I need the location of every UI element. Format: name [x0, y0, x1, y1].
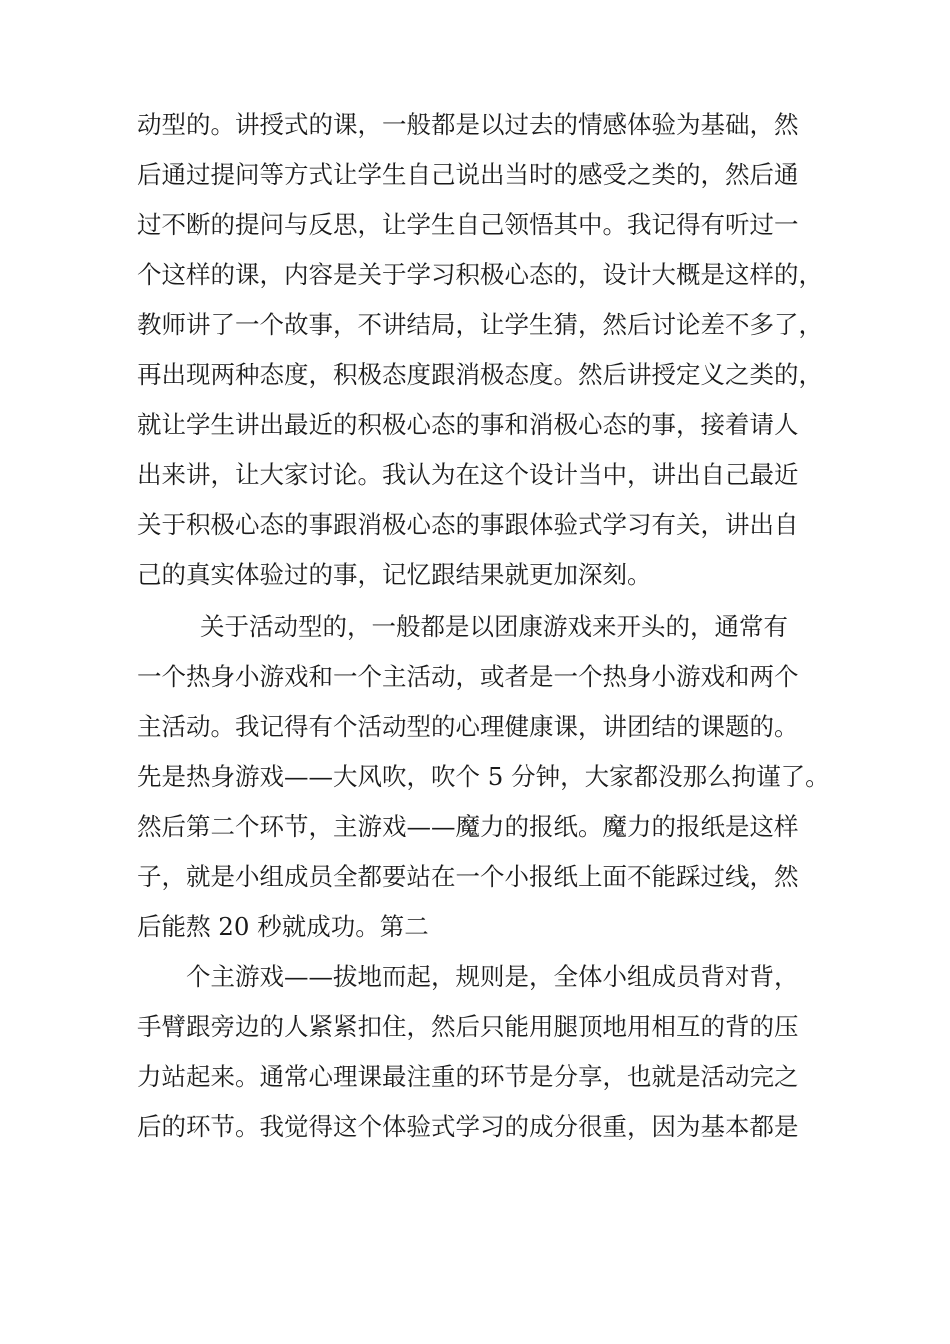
- paragraph-first-line: 个主游戏——拔地而起，规则是，全体小组成员背对背，: [186, 962, 799, 991]
- text-line: 教师讲了一个故事，不讲结局，让学生猜，然后讨论差不多了，: [137, 310, 823, 339]
- text-line: 手臂跟旁边的人紧紧扣住，然后只能用腿顶地用相互的背的压: [137, 1012, 799, 1041]
- text-line: 动型的。讲授式的课，一般都是以过去的情感体验为基础，然: [137, 110, 799, 139]
- text-line: 就让学生讲出最近的积极心态的事和消极心态的事，接着请人: [137, 410, 799, 439]
- text-line: 后的环节。我觉得这个体验式学习的成分很重，因为基本都是: [137, 1112, 799, 1141]
- text-line: 出来讲，让大家讨论。我认为在这个设计当中，讲出自己最近: [137, 460, 799, 489]
- text-line: 一个热身小游戏和一个主活动，或者是一个热身小游戏和两个: [137, 662, 799, 691]
- text-line: 先是热身游戏——大风吹，吹个 5 分钟，大家都没那么拘谨了。: [137, 762, 830, 791]
- paragraph-first-line: 关于活动型的，一般都是以团康游戏来开头的，通常有: [200, 612, 788, 641]
- text-line: 后能熬 20 秒就成功。第二: [137, 912, 429, 941]
- text-line: 主活动。我记得有个活动型的心理健康课，讲团结的课题的。: [137, 712, 799, 741]
- text-line: 个这样的课，内容是关于学习积极心态的，设计大概是这样的，: [137, 260, 823, 289]
- text-line: 再出现两种态度，积极态度跟消极态度。然后讲授定义之类的，: [137, 360, 823, 389]
- text-line: 后通过提问等方式让学生自己说出当时的感受之类的，然后通: [137, 160, 799, 189]
- text-line: 子，就是小组成员全都要站在一个小报纸上面不能踩过线，然: [137, 862, 799, 891]
- text-line: 过不断的提问与反思，让学生自己领悟其中。我记得有听过一: [137, 210, 799, 239]
- text-line: 力站起来。通常心理课最注重的环节是分享，也就是活动完之: [137, 1062, 799, 1091]
- text-line: 关于积极心态的事跟消极心态的事跟体验式学习有关，讲出自: [137, 510, 799, 539]
- text-line: 然后第二个环节，主游戏——魔力的报纸。魔力的报纸是这样: [137, 812, 799, 841]
- text-line: 己的真实体验过的事，记忆跟结果就更加深刻。: [137, 560, 652, 589]
